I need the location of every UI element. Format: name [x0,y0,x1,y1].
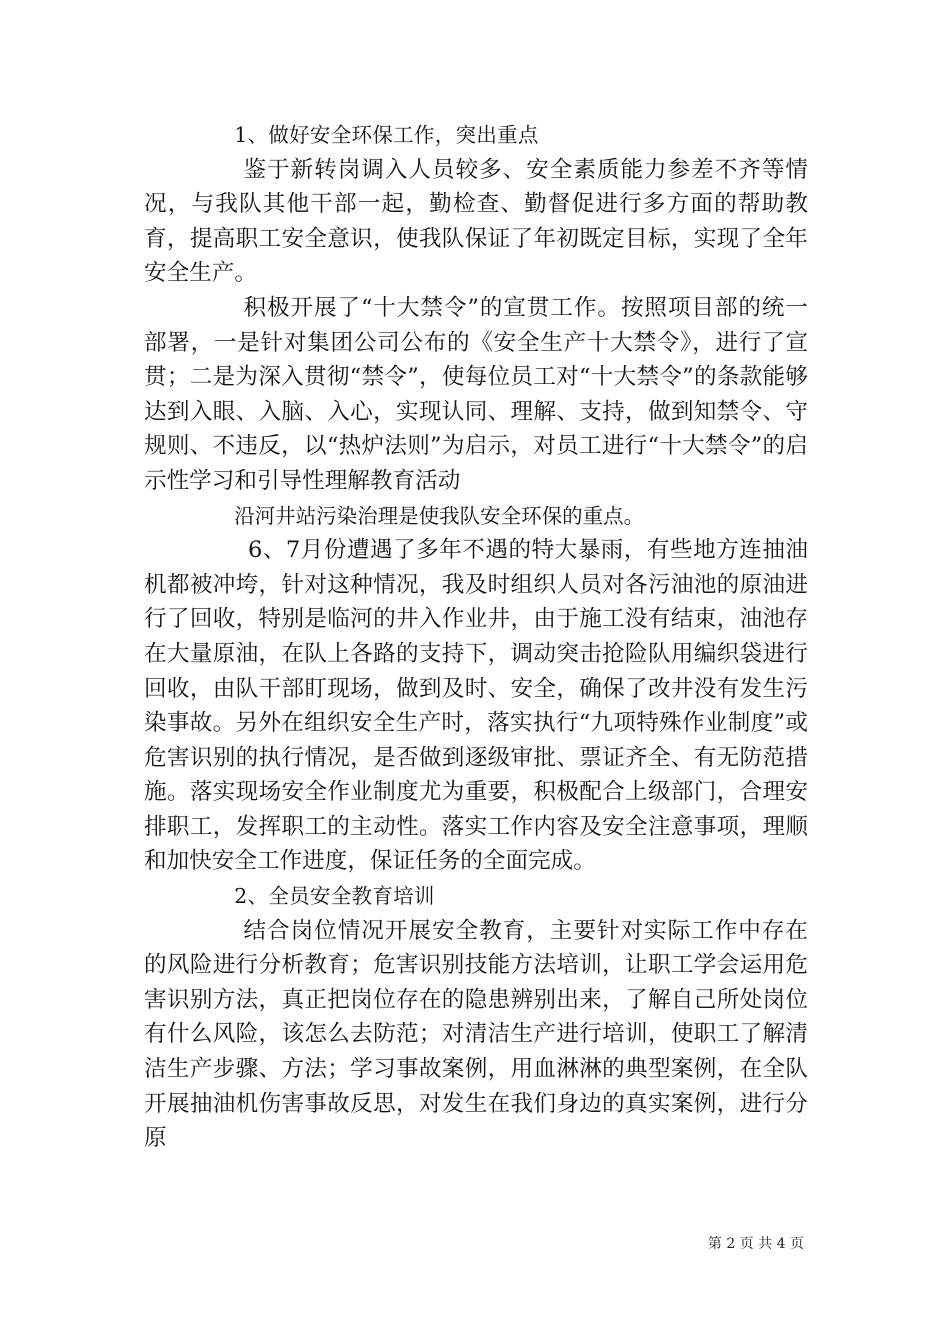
body-paragraph: 沿河井站污染治理是使我队安全环保的重点。 [234,503,645,528]
section-heading-2: 2、全员安全教育培训 [234,884,435,909]
page-number: 第 2 页 共 4 页 [707,1236,804,1252]
body-paragraph: 鉴于新转岗调入人员较多、安全素质能力参差不齐等情况，与我队其他干部一起，勤检查、勤督促进行多方面的帮助教育，提高职工安全意识，使我队保证了年初既定目标，实现了全年安全生产。 [144,156,808,287]
section-heading-1: 1、做好安全环保工作，突出重点 [234,123,539,147]
body-paragraph: 积极开展了“十大禁令”的宣贯工作。按照项目部的统一部署，一是针对集团公司公布的《安全生产十大禁令》，进行了宣贯；二是为深入贯彻“禁令”，使每位员工对“十大禁令”的条款能够达到入眼、入脑、入心，实现认同、理解、支持，做到知禁令、守规则、不违反，以“热炉法则”为启示，对员工进行“十大禁令”的启示性学习和引导性理解教育活动 [144,294,808,494]
document-body [144,118,808,1156]
body-paragraph: 6、7月份遭遇了多年不遇的特大暴雨，有些地方连抽油机都被冲垮，针对这种情况，我及时组织人员对各污油池的原油进行了回收，特别是临河的井入作业井，由于施工没有结束，油池存在大量原油，在队上各路的支持下，调动突击抢险队用编织袋进行回收，由队干部盯现场，做到及时、安全，确保了改井没有发生污染事故。另外在组织安全生产时，落实执行“九项特殊作业制度”或危害识别的执行情况，是否做到逐级审批、票证齐全、有无防范措施。落实现场安全作业制度尤为重要，积极配合上级部门，合理安排职工，发挥职工的主动性。落实工作内容及安全注意事项，理顺和加快安全工作进度，保证任务的全面完成。 [144,537,808,875]
body-paragraph: 结合岗位情况开展安全教育，主要针对实际工作中存在的风险进行分析教育；危害识别技能方法培训，让职工学会运用危害识别方法，真正把岗位存在的隐患辨别出来，了解自己所处岗位有什么风险，该怎么去防范；对清洁生产进行培训，使职工了解清洁生产步骤、方法；学习事故案例，用血淋淋的典型案例，在全队开展抽油机伤害事故反思，对发生在我们身边的真实案例，进行分原 [144,917,808,1152]
